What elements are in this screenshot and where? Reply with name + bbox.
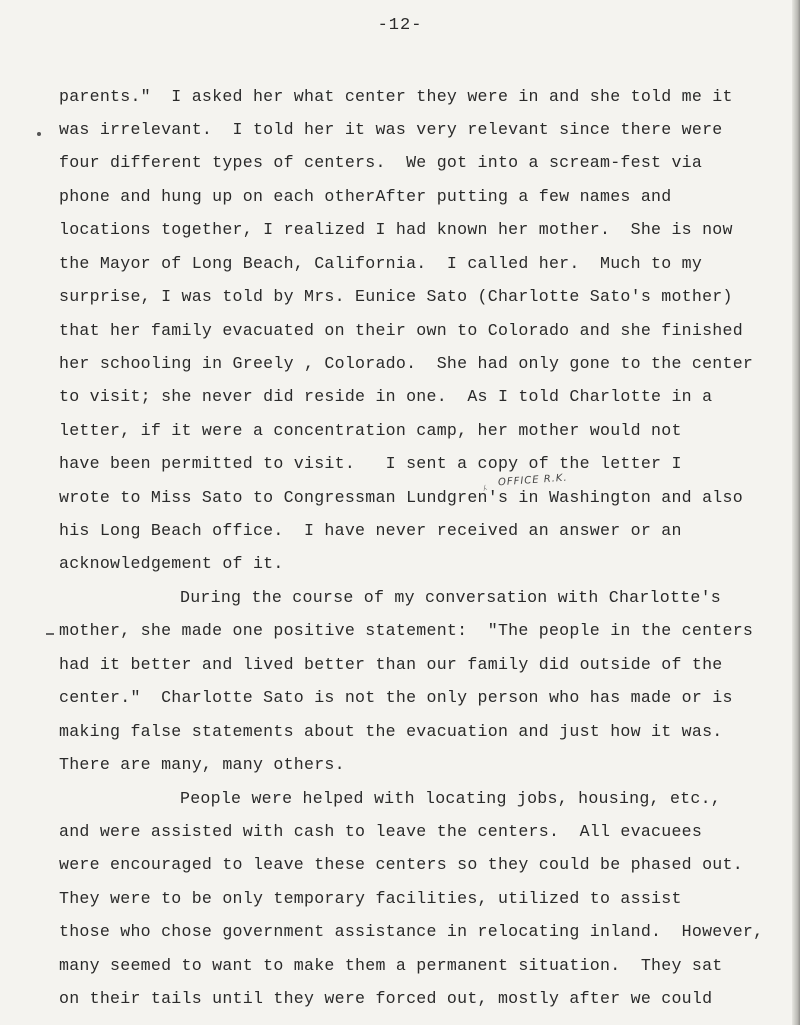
text-line: locations together, I realized I had known her mother. She is now (59, 220, 733, 239)
text-line: were encouraged to leave these centers so they could be phased out. (59, 855, 743, 874)
margin-dash-mark (46, 633, 54, 635)
text-line: There are many, many others. (59, 755, 345, 774)
text-line: mother, she made one positive statement: "The people in the centers (59, 621, 754, 640)
text-line: her schooling in Greely , Colorado. She had only gone to the center (59, 354, 754, 373)
text-line: on their tails until they were forced out, mostly after we could (59, 989, 713, 1008)
paragraph-first-line: During the course of my conversation with Charlotte's (180, 588, 722, 607)
paragraph-first-line: People were helped with locating jobs, housing, etc., (180, 789, 722, 808)
text-line: wrote to Miss Sato to Congressman Lundgren's in Washington and also (59, 488, 743, 507)
text-line: and were assisted with cash to leave the centers. All evacuees (59, 822, 703, 841)
text-line: the Mayor of Long Beach, California. I called her. Much to my (59, 254, 703, 273)
text-line: was irrelevant. I told her it was very relevant since there were (59, 120, 723, 139)
text-line: had it better and lived better than our family did outside of the (59, 655, 723, 674)
text-line: that her family evacuated on their own to Colorado and she finished (59, 321, 743, 340)
text-line: surprise, I was told by Mrs. Eunice Sato (Charlotte Sato's mother) (59, 287, 733, 306)
text-line: center." Charlotte Sato is not the only person who has made or is (59, 688, 733, 707)
page-number: -12- (377, 16, 423, 35)
text-line: parents." I asked her what center they were in and she told me it (59, 87, 733, 106)
text-line: letter, if it were a concentration camp, her mother would not (59, 421, 682, 440)
text-line: those who chose government assistance in relocating inland. However, (59, 922, 764, 941)
margin-mark (37, 132, 41, 136)
text-line: many seemed to want to make them a permanent situation. They sat (59, 956, 723, 975)
text-line: four different types of centers. We got into a scream-fest via (59, 153, 703, 172)
handwritten-annotation: OFFICE R.K. (497, 472, 568, 489)
text-line: his Long Beach office. I have never received an answer or an (59, 521, 682, 540)
text-line: acknowledgement of it. (59, 554, 284, 573)
text-line: making false statements about the evacuation and just how it was. (59, 722, 723, 741)
insertion-caret-icon: ⁁ (479, 477, 487, 492)
page-edge-shadow (792, 0, 800, 1025)
text-line: phone and hung up on each otherAfter putting a few names and (59, 187, 672, 206)
text-line: They were to be only temporary facilities, utilized to assist (59, 889, 682, 908)
text-line: have been permitted to visit. I sent a copy of the letter I (59, 454, 682, 473)
text-line: to visit; she never did reside in one. As I told Charlotte in a (59, 387, 713, 406)
